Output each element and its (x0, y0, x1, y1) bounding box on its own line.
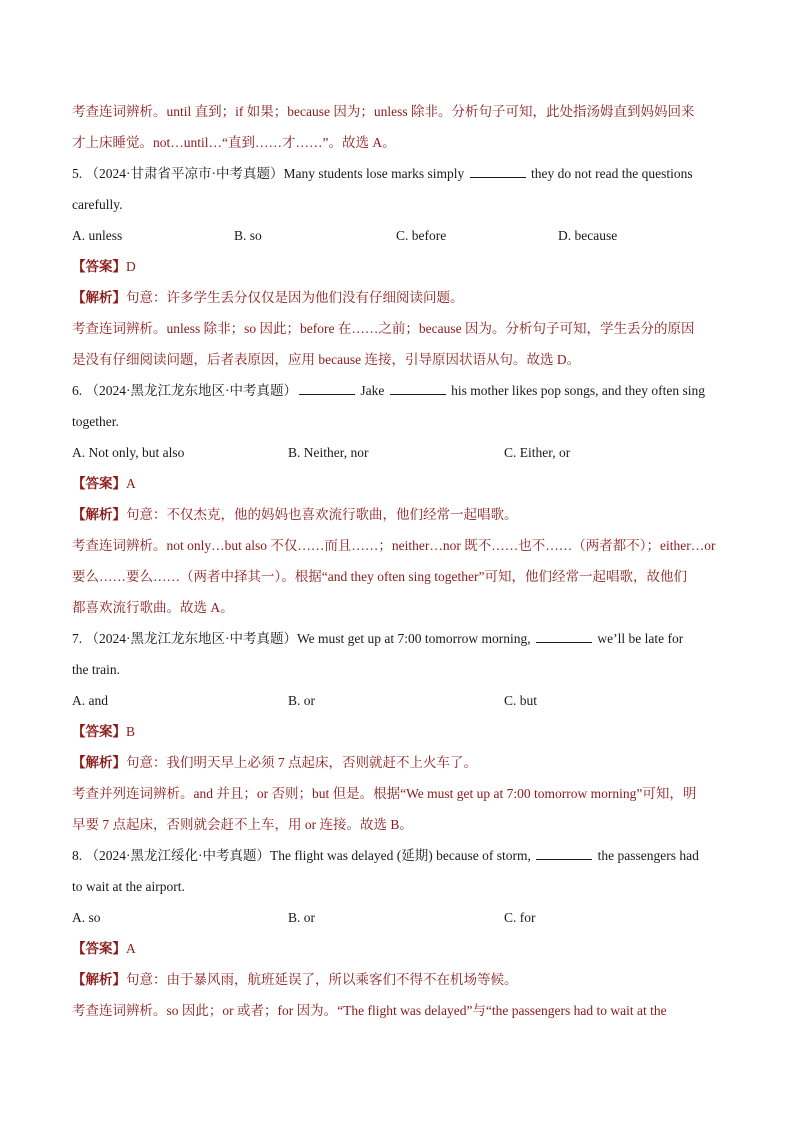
question-8-stem: 8. （2024·黑龙江绥化·中考真题）The flight was delayed (延期) because of storm, the passengers had (72, 848, 699, 863)
answer-blank (536, 630, 592, 643)
question-5-meaning: 【解析】句意：许多学生丢分仅仅是因为他们没有仔细阅读问题。 (72, 290, 464, 305)
option-a: A. and (72, 693, 108, 708)
question-6-options (72, 437, 724, 468)
question-6-source: （2024·黑龙江龙东地区·中考真题） (85, 383, 297, 398)
question-7-answer: 【答案】B (72, 724, 136, 739)
option-a: A. unless (72, 228, 123, 243)
question-6-explanation-2: 要么……要么……（两者中择其一）。根据“and they often sing together”可知，他们经常一起唱歌，故他们 (72, 569, 687, 584)
question-6-meaning: 【解析】句意：不仅杰克，他的妈妈也喜欢流行歌曲，他们经常一起唱歌。 (72, 507, 518, 522)
answer-blank (536, 847, 592, 860)
option-a: A. Not only, but also (72, 445, 185, 460)
option-b: B. or (288, 693, 315, 708)
option-c: C. for (504, 910, 536, 925)
question-5-explanation-1: 考查连词辨析。unless 除非；so 因此；before 在……之前；because 因为。分析句子可知，学生丢分的原因 (72, 321, 695, 336)
question-7-stem-cont: the train. (72, 662, 120, 677)
question-8-options (72, 902, 724, 933)
question-6-explanation-3: 都喜欢流行歌曲。故选 A。 (72, 600, 234, 615)
intro-explanation-line-1: 考查连词辨析。until 直到；if 如果；because 因为；unless 除非。分析句子可知，此处指汤姆直到妈妈回来 (72, 104, 695, 119)
answer-blank (470, 165, 526, 178)
question-7-explanation-1: 考查并列连词辨析。and 并且；or 否则；but 但是。根据“We must get up at 7:00 tomorrow morning”可知，明 (72, 786, 697, 801)
question-7-source: （2024·黑龙江龙东地区·中考真题） (85, 631, 297, 646)
question-5-source: （2024·甘肃省平凉市·中考真题） (85, 166, 284, 181)
question-6-stem-cont: together. (72, 414, 119, 429)
question-8-source: （2024·黑龙江绥化·中考真题） (85, 848, 270, 863)
question-8-explanation-1: 考查连词辨析。so 因此；or 或者；for 因为。“The flight was delayed”与“the passengers had to wait at the (72, 1003, 667, 1018)
question-8-meaning: 【解析】句意：由于暴风雨，航班延误了，所以乘客们不得不在机场等候。 (72, 972, 518, 987)
option-c: C. but (504, 693, 538, 708)
option-b: B. Neither, nor (288, 445, 369, 460)
question-6-answer: 【答案】A (72, 476, 136, 491)
question-5-explanation-2: 是没有仔细阅读问题，后者表原因，应用 because 连接，引导原因状语从句。故选 D。 (72, 352, 581, 367)
question-7-meaning: 【解析】句意：我们明天早上必须 7 点起床，否则就赶不上火车了。 (72, 755, 477, 770)
question-6-explanation-1: 考查连词辨析。not only…but also 不仅……而且……；neither…nor 既不……也不……（两者都不）；either…or (72, 538, 716, 553)
question-8-stem-cont: to wait at the airport. (72, 879, 185, 894)
option-b: B. or (288, 910, 315, 925)
option-b: B. so (234, 228, 262, 243)
answer-blank (390, 382, 446, 395)
question-5-answer: 【答案】D (72, 259, 136, 274)
intro-explanation-line-2: 才上床睡觉。not…until…“直到……才……”。故选 A。 (72, 135, 396, 150)
option-a: A. so (72, 910, 101, 925)
question-5-options (72, 220, 724, 251)
question-7-stem: 7. （2024·黑龙江龙东地区·中考真题）We must get up at 7:00 tomorrow morning, we’ll be late for (72, 631, 684, 646)
answer-blank (299, 382, 355, 395)
document-page (72, 96, 724, 1026)
option-d: D. because (558, 228, 618, 243)
question-7-explanation-2: 早要 7 点起床，否则就会赶不上车，用 or 连接。故选 B。 (72, 817, 413, 832)
option-c: C. Either, or (504, 445, 571, 460)
option-c: C. before (396, 228, 447, 243)
question-5-stem: 5. （2024·甘肃省平凉市·中考真题）Many students lose marks simply they do not read the questions (72, 166, 693, 181)
question-5-stem-cont: carefully. (72, 197, 123, 212)
question-6-stem: 6. （2024·黑龙江龙东地区·中考真题） Jake his mother likes pop songs, and they often sing (72, 383, 705, 398)
question-7-options (72, 685, 724, 716)
question-8-answer: 【答案】A (72, 941, 136, 956)
